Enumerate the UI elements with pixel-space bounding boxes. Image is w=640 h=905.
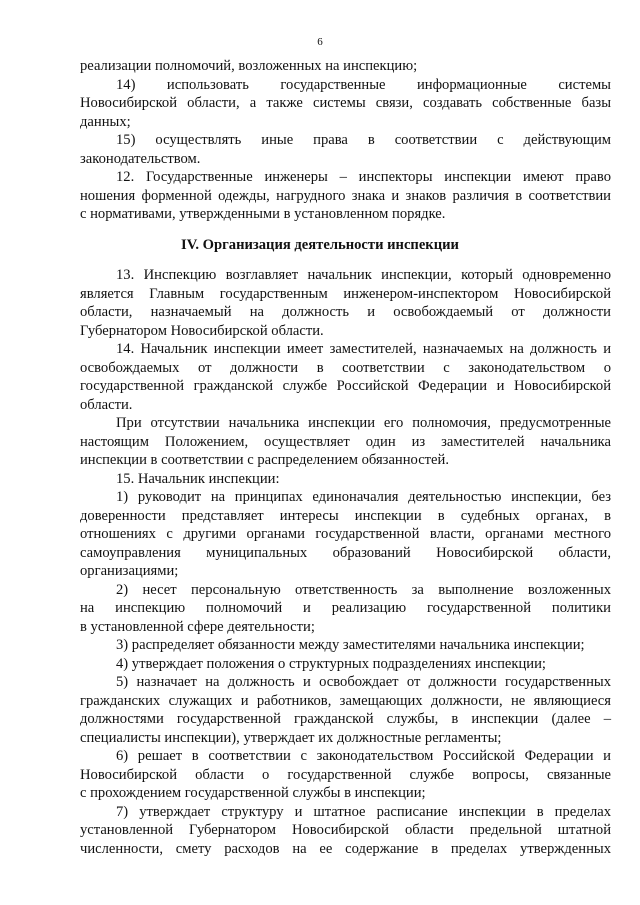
paragraph [80, 488, 611, 581]
paragraph [80, 581, 611, 637]
text-line: организациями; [80, 563, 179, 579]
text-line: Новосибирской области о государственной службе вопросы, связанные [80, 766, 611, 783]
text-line: освобождаемых от должности в соответствии с законодательством о [80, 359, 611, 376]
paragraph [80, 803, 611, 859]
text-line: является Главным государственным инженером-инспектором Новосибирской [80, 285, 611, 302]
paragraph [80, 266, 611, 340]
text-line: 14. Начальник инспекции имеет заместителей, назначаемых на должность и [116, 341, 611, 357]
text-line: инспекции в соответствии с распределением обязанностей. [80, 452, 449, 468]
text-line: специалисты инспекции), утверждает их должностные регламенты; [80, 729, 502, 746]
page-number: 6 [317, 36, 323, 48]
text-line: отношениях с другими органами государственной власти, органами местного [80, 526, 611, 542]
text-line: 4) утверждает положения о структурных подразделениях инспекции; [116, 655, 546, 672]
text-line: Новосибирской области, а также системы связи, создавать собственные базы [80, 95, 611, 111]
text-line: на инспекцию полномочий и реализацию государственной политики [80, 600, 611, 616]
text-line: ношения форменной одежды, нагрудного знака и знаков различия в соответствии [80, 187, 611, 204]
text-line: 13. Инспекцию возглавляет начальник инспекции, который одновременно [116, 267, 611, 283]
text-line: с прохождением государственной службы в инспекции; [80, 785, 426, 801]
body-text-block [80, 266, 611, 858]
text-line: с нормативами, утвержденными в установленном порядке. [80, 206, 446, 222]
paragraph [80, 655, 611, 674]
paragraph [80, 340, 611, 414]
text-line: доверенности представляет интересы инспекции в судебных органах, в [80, 507, 611, 524]
paragraph [80, 747, 611, 803]
paragraph [80, 636, 611, 655]
text-line: реализации полномочий, возложенных на инспекцию; [80, 58, 418, 74]
text-line: государственной гражданской службе Российской Федерации и Новосибирской [80, 378, 611, 394]
text-line: гражданских служащих и работников, замещающих должности, не являющиеся [80, 692, 611, 709]
paragraph [80, 470, 611, 489]
text-line: самоуправления муниципальных образований Новосибирской области, [80, 544, 611, 561]
paragraph [80, 414, 611, 470]
top-text-block [80, 57, 611, 224]
text-line: должностями государственной гражданской службы, в инспекции (далее – [80, 711, 611, 727]
text-line: в установленной сфере деятельности; [80, 618, 315, 635]
text-line: 3) распределяет обязанности между заместителями начальника инспекции; [116, 637, 585, 653]
section-heading: IV. Организация деятельности инспекции [181, 237, 459, 253]
text-line: настоящим Положением, осуществляет один из заместителей начальника [80, 433, 611, 450]
text-line: области. [80, 396, 133, 413]
text-line: 2) несет персональную ответственность за выполнение возложенных [116, 581, 611, 598]
paragraph [80, 57, 611, 76]
text-line: 14) использовать государственные информационные системы [116, 76, 611, 93]
text-line: численности, смету расходов на ее содержание в пределах утвержденных [80, 840, 611, 857]
text-line: 12. Государственные инженеры – инспекторы инспекции имеют право [116, 169, 611, 185]
text-line: 5) назначает на должность и освобождает от должности государственных [116, 674, 611, 690]
paragraph [80, 76, 611, 132]
text-line: законодательством. [80, 150, 201, 167]
text-line: 15. Начальник инспекции: [116, 470, 280, 487]
text-line: области, назначаемый на должность и освобождаемый от должности [80, 304, 611, 320]
paragraph [80, 168, 611, 224]
paragraph [80, 131, 611, 168]
text-line: Губернатором Новосибирской области. [80, 322, 324, 339]
text-line: установленной Губернатором Новосибирской области предельной штатной [80, 822, 611, 838]
text-line: При отсутствии начальника инспекции его полномочия, предусмотренные [116, 415, 611, 431]
paragraph [80, 673, 611, 747]
text-line: 6) решает в соответствии с законодательством Российской Федерации и [116, 748, 611, 764]
text-line: 7) утверждает структуру и штатное расписание инспекции в пределах [116, 803, 611, 820]
text-line: данных; [80, 113, 131, 130]
text-line: 15) осуществлять иные права в соответствии с действующим [116, 132, 611, 148]
text-line: 1) руководит на принципах единоначалия деятельностью инспекции, без [116, 489, 611, 505]
